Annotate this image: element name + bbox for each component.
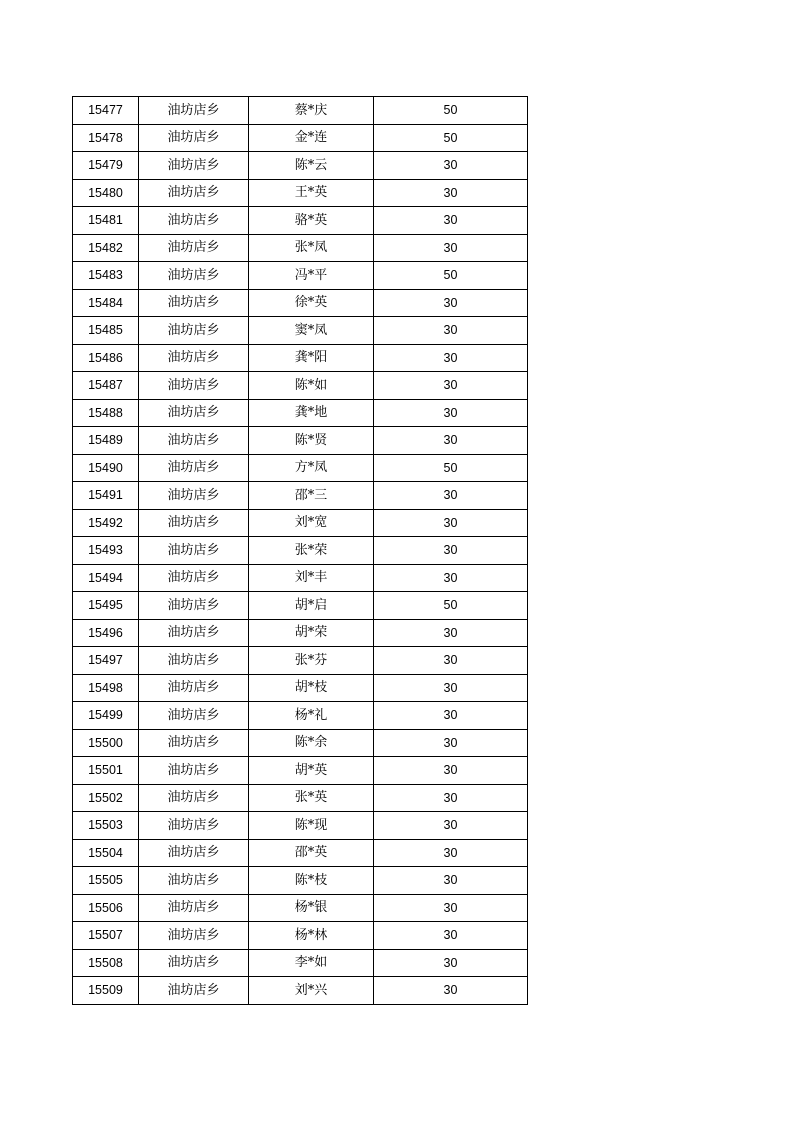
name-cell: 陈*余 (249, 729, 374, 757)
township-cell: 油坊店乡 (139, 592, 249, 620)
name-cell: 刘*宽 (249, 509, 374, 537)
table-row (73, 399, 528, 427)
table-row (73, 619, 528, 647)
amount-cell: 30 (374, 289, 528, 317)
row-id-cell: 15500 (73, 729, 139, 757)
name-cell: 张*芬 (249, 647, 374, 675)
table-row (73, 372, 528, 400)
name-cell: 陈*如 (249, 372, 374, 400)
township-cell: 油坊店乡 (139, 207, 249, 235)
amount-cell: 30 (374, 399, 528, 427)
amount-cell: 30 (374, 949, 528, 977)
row-id-cell: 15507 (73, 922, 139, 950)
row-id-cell: 15497 (73, 647, 139, 675)
table-row (73, 729, 528, 757)
name-cell: 窦*凤 (249, 317, 374, 345)
township-cell: 油坊店乡 (139, 894, 249, 922)
table-row (73, 289, 528, 317)
row-id-cell: 15492 (73, 509, 139, 537)
table-row (73, 647, 528, 675)
amount-cell: 30 (374, 647, 528, 675)
amount-cell: 30 (374, 152, 528, 180)
name-cell: 胡*英 (249, 757, 374, 785)
township-cell: 油坊店乡 (139, 537, 249, 565)
township-cell: 油坊店乡 (139, 839, 249, 867)
township-cell: 油坊店乡 (139, 812, 249, 840)
table-row (73, 812, 528, 840)
township-cell: 油坊店乡 (139, 97, 249, 125)
table-row (73, 867, 528, 895)
row-id-cell: 15504 (73, 839, 139, 867)
row-id-cell: 15489 (73, 427, 139, 455)
amount-cell: 50 (374, 124, 528, 152)
amount-cell: 30 (374, 537, 528, 565)
row-id-cell: 15483 (73, 262, 139, 290)
table-row (73, 427, 528, 455)
row-id-cell: 15479 (73, 152, 139, 180)
amount-cell: 30 (374, 619, 528, 647)
row-id-cell: 15496 (73, 619, 139, 647)
amount-cell: 30 (374, 784, 528, 812)
table-row (73, 564, 528, 592)
amount-cell: 50 (374, 592, 528, 620)
township-cell: 油坊店乡 (139, 152, 249, 180)
amount-cell: 30 (374, 729, 528, 757)
row-id-cell: 15509 (73, 977, 139, 1005)
amount-cell: 30 (374, 372, 528, 400)
row-id-cell: 15478 (73, 124, 139, 152)
amount-cell: 50 (374, 262, 528, 290)
table-row (73, 207, 528, 235)
name-cell: 杨*林 (249, 922, 374, 950)
row-id-cell: 15490 (73, 454, 139, 482)
table-row (73, 234, 528, 262)
name-cell: 刘*兴 (249, 977, 374, 1005)
table-row (73, 124, 528, 152)
township-cell: 油坊店乡 (139, 427, 249, 455)
table-row (73, 537, 528, 565)
amount-cell: 30 (374, 867, 528, 895)
row-id-cell: 15488 (73, 399, 139, 427)
amount-cell: 30 (374, 812, 528, 840)
table-row (73, 482, 528, 510)
row-id-cell: 15491 (73, 482, 139, 510)
row-id-cell: 15485 (73, 317, 139, 345)
name-cell: 邵*三 (249, 482, 374, 510)
township-cell: 油坊店乡 (139, 124, 249, 152)
name-cell: 李*如 (249, 949, 374, 977)
township-cell: 油坊店乡 (139, 619, 249, 647)
name-cell: 胡*枝 (249, 674, 374, 702)
table-row (73, 454, 528, 482)
township-cell: 油坊店乡 (139, 977, 249, 1005)
name-cell: 龚*地 (249, 399, 374, 427)
name-cell: 邵*英 (249, 839, 374, 867)
table-row (73, 894, 528, 922)
township-cell: 油坊店乡 (139, 317, 249, 345)
table-row (73, 949, 528, 977)
row-id-cell: 15484 (73, 289, 139, 317)
amount-cell: 30 (374, 757, 528, 785)
township-cell: 油坊店乡 (139, 867, 249, 895)
name-cell: 张*荣 (249, 537, 374, 565)
row-id-cell: 15495 (73, 592, 139, 620)
amount-cell: 30 (374, 564, 528, 592)
row-id-cell: 15501 (73, 757, 139, 785)
township-cell: 油坊店乡 (139, 262, 249, 290)
township-cell: 油坊店乡 (139, 372, 249, 400)
amount-cell: 50 (374, 454, 528, 482)
table-row (73, 317, 528, 345)
table-row (73, 509, 528, 537)
table-row (73, 262, 528, 290)
amount-cell: 30 (374, 179, 528, 207)
table-row (73, 674, 528, 702)
row-id-cell: 15486 (73, 344, 139, 372)
table-row (73, 977, 528, 1005)
amount-cell: 30 (374, 234, 528, 262)
amount-cell: 30 (374, 922, 528, 950)
name-cell: 龚*阳 (249, 344, 374, 372)
amount-cell: 30 (374, 509, 528, 537)
row-id-cell: 15503 (73, 812, 139, 840)
amount-cell: 30 (374, 977, 528, 1005)
table-row (73, 152, 528, 180)
name-cell: 骆*英 (249, 207, 374, 235)
amount-cell: 50 (374, 97, 528, 125)
row-id-cell: 15508 (73, 949, 139, 977)
table-row (73, 757, 528, 785)
township-cell: 油坊店乡 (139, 784, 249, 812)
amount-cell: 30 (374, 344, 528, 372)
row-id-cell: 15498 (73, 674, 139, 702)
name-cell: 杨*银 (249, 894, 374, 922)
row-id-cell: 15493 (73, 537, 139, 565)
amount-cell: 30 (374, 702, 528, 730)
name-cell: 张*英 (249, 784, 374, 812)
name-cell: 徐*英 (249, 289, 374, 317)
amount-cell: 30 (374, 482, 528, 510)
name-cell: 陈*现 (249, 812, 374, 840)
table-row (73, 784, 528, 812)
name-cell: 金*连 (249, 124, 374, 152)
township-cell: 油坊店乡 (139, 674, 249, 702)
name-cell: 杨*礼 (249, 702, 374, 730)
township-cell: 油坊店乡 (139, 729, 249, 757)
township-cell: 油坊店乡 (139, 702, 249, 730)
row-id-cell: 15481 (73, 207, 139, 235)
amount-cell: 30 (374, 317, 528, 345)
name-cell: 陈*枝 (249, 867, 374, 895)
row-id-cell: 15502 (73, 784, 139, 812)
name-cell: 冯*平 (249, 262, 374, 290)
table-row (73, 179, 528, 207)
row-id-cell: 15487 (73, 372, 139, 400)
township-cell: 油坊店乡 (139, 757, 249, 785)
amount-cell: 30 (374, 427, 528, 455)
township-cell: 油坊店乡 (139, 509, 249, 537)
table-row (73, 702, 528, 730)
name-cell: 胡*启 (249, 592, 374, 620)
township-cell: 油坊店乡 (139, 647, 249, 675)
township-cell: 油坊店乡 (139, 454, 249, 482)
township-cell: 油坊店乡 (139, 399, 249, 427)
table-row (73, 922, 528, 950)
table-body (73, 97, 528, 1005)
name-cell: 胡*荣 (249, 619, 374, 647)
amount-cell: 30 (374, 674, 528, 702)
name-cell: 王*英 (249, 179, 374, 207)
amount-cell: 30 (374, 207, 528, 235)
row-id-cell: 15506 (73, 894, 139, 922)
township-cell: 油坊店乡 (139, 344, 249, 372)
table-row (73, 344, 528, 372)
township-cell: 油坊店乡 (139, 179, 249, 207)
name-cell: 蔡*庆 (249, 97, 374, 125)
row-id-cell: 15480 (73, 179, 139, 207)
name-cell: 张*凤 (249, 234, 374, 262)
table-row (73, 592, 528, 620)
township-cell: 油坊店乡 (139, 289, 249, 317)
table-row (73, 97, 528, 125)
township-cell: 油坊店乡 (139, 564, 249, 592)
row-id-cell: 15482 (73, 234, 139, 262)
township-cell: 油坊店乡 (139, 482, 249, 510)
name-cell: 陈*云 (249, 152, 374, 180)
row-id-cell: 15494 (73, 564, 139, 592)
row-id-cell: 15505 (73, 867, 139, 895)
subsidy-table (72, 96, 528, 1005)
row-id-cell: 15477 (73, 97, 139, 125)
table-row (73, 839, 528, 867)
township-cell: 油坊店乡 (139, 234, 249, 262)
township-cell: 油坊店乡 (139, 922, 249, 950)
name-cell: 方*凤 (249, 454, 374, 482)
amount-cell: 30 (374, 839, 528, 867)
row-id-cell: 15499 (73, 702, 139, 730)
name-cell: 陈*贤 (249, 427, 374, 455)
name-cell: 刘*丰 (249, 564, 374, 592)
township-cell: 油坊店乡 (139, 949, 249, 977)
amount-cell: 30 (374, 894, 528, 922)
